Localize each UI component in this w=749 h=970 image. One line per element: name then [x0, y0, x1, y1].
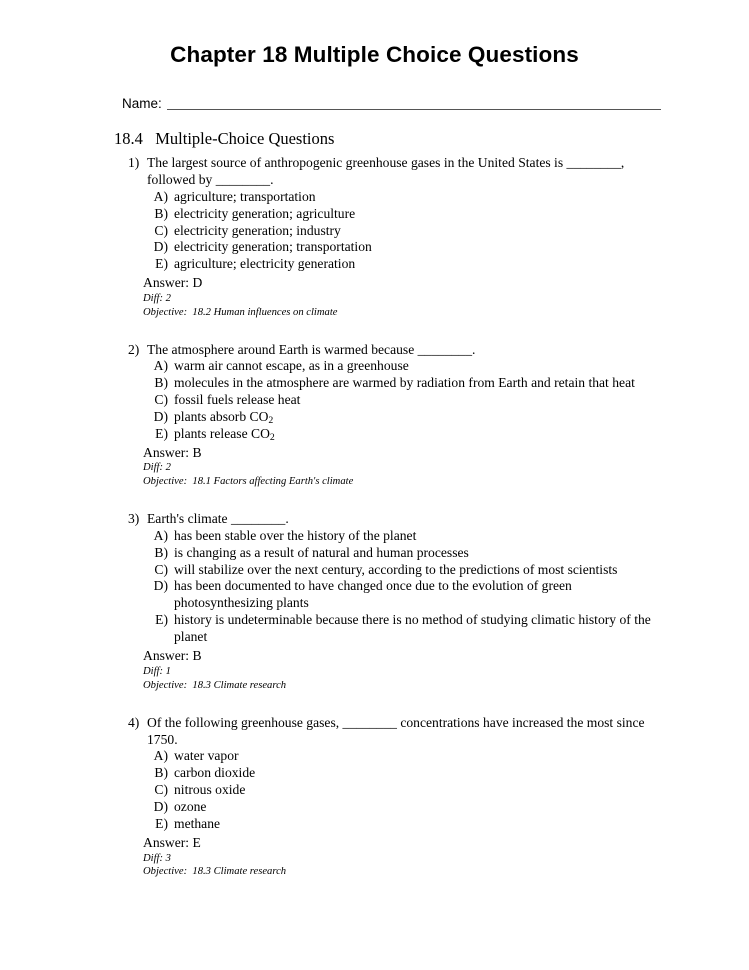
- answer-value: E: [192, 834, 201, 850]
- question-number: 2): [128, 341, 140, 357]
- question-number: 4): [128, 714, 140, 730]
- answer-label: Answer:: [143, 444, 193, 460]
- option-item[interactable]: [128, 748, 654, 765]
- answer-label: Answer:: [143, 834, 193, 850]
- answer-line: [128, 647, 654, 665]
- objective-value: 18.1 Factors affecting Earth's climate: [192, 476, 354, 488]
- option-letter: D): [153, 408, 168, 424]
- option-text: agriculture; electricity generation: [174, 256, 356, 272]
- answer-value: D: [192, 275, 203, 291]
- answer-line: [128, 444, 654, 462]
- objective-value: 18.3 Climate research: [192, 679, 287, 691]
- option-item[interactable]: [128, 816, 654, 833]
- option-text: electricity generation; transportation: [174, 239, 372, 255]
- answer-value: B: [192, 648, 202, 664]
- difficulty-label: Diff:: [143, 665, 166, 677]
- name-field-row: [0, 97, 749, 112]
- option-text: electricity generation; agriculture: [174, 205, 356, 221]
- option-subscript: 2: [269, 432, 275, 444]
- question-stem-text: Of the following greenhouse gases, ________ concentrations have increased the most since 1750.: [147, 714, 645, 747]
- name-write-in-line[interactable]: [167, 109, 661, 110]
- option-letter: D): [153, 578, 168, 594]
- option-letter: B): [154, 205, 168, 221]
- option-item[interactable]: [128, 223, 654, 240]
- objective-label: Objective:: [143, 679, 193, 691]
- option-letter: C): [154, 561, 168, 577]
- question-stem: [128, 154, 654, 189]
- option-text: will stabilize over the next century, according to the predictions of most scientists: [174, 561, 618, 577]
- option-item[interactable]: [128, 765, 654, 782]
- question-block: [0, 341, 749, 489]
- option-item[interactable]: [128, 358, 654, 375]
- difficulty-line: [128, 852, 654, 866]
- option-item[interactable]: [128, 239, 654, 256]
- option-item[interactable]: [128, 545, 654, 562]
- question-stem: [128, 714, 654, 749]
- page-title: Chapter 18 Multiple Choice Questions: [170, 42, 579, 67]
- option-text: nitrous oxide: [174, 782, 246, 798]
- difficulty-value: 3: [165, 852, 171, 864]
- question-stem: [128, 341, 654, 358]
- difficulty-value: 1: [165, 665, 171, 677]
- question-block: [0, 714, 749, 880]
- option-item[interactable]: [128, 426, 654, 443]
- option-text: carbon dioxide: [174, 765, 256, 781]
- answer-value: B: [192, 444, 202, 460]
- objective-line: [128, 475, 654, 489]
- section-heading: 18.4 Multiple-Choice Questions: [114, 128, 335, 148]
- option-subscript: 2: [268, 415, 274, 427]
- option-letter: A): [153, 748, 168, 764]
- question-stem-text: The largest source of anthropogenic greenhouse gases in the United States is ________, followed by ________.: [147, 155, 625, 188]
- option-letter: B): [154, 544, 168, 560]
- option-letter: C): [154, 782, 168, 798]
- objective-label: Objective:: [143, 476, 193, 488]
- option-item[interactable]: [128, 189, 654, 206]
- option-text: warm air cannot escape, as in a greenhouse: [174, 358, 409, 374]
- answer-line: [128, 834, 654, 852]
- option-item[interactable]: [128, 206, 654, 223]
- difficulty-label: Diff:: [143, 852, 166, 864]
- option-letter: B): [154, 765, 168, 781]
- objective-label: Objective:: [143, 306, 193, 318]
- objective-label: Objective:: [143, 866, 193, 878]
- option-text: electricity generation; industry: [174, 222, 341, 238]
- question-stem-text: The atmosphere around Earth is warmed because ________.: [147, 341, 476, 357]
- option-text: plants release CO: [174, 425, 270, 441]
- option-letter: C): [154, 222, 168, 238]
- option-text: fossil fuels release heat: [174, 392, 301, 408]
- answer-line: [128, 274, 654, 292]
- option-letter: D): [153, 798, 168, 814]
- option-text: history is undeterminable because there is no method of studying climatic history of the planet: [174, 612, 651, 645]
- option-letter: B): [154, 375, 168, 391]
- option-item[interactable]: [128, 578, 654, 612]
- option-list: [128, 189, 654, 274]
- option-letter: E): [155, 256, 168, 272]
- option-list: [128, 358, 654, 443]
- objective-line: [128, 306, 654, 320]
- option-list: [128, 528, 654, 646]
- option-text: water vapor: [174, 748, 239, 764]
- option-text: has been stable over the history of the planet: [174, 527, 417, 543]
- option-letter: E): [155, 612, 168, 628]
- question-number: 3): [128, 511, 140, 527]
- difficulty-value: 2: [165, 462, 171, 474]
- option-item[interactable]: [128, 409, 654, 426]
- option-text: plants absorb CO: [174, 408, 269, 424]
- option-item[interactable]: [128, 392, 654, 409]
- option-letter: C): [154, 392, 168, 408]
- option-item[interactable]: [128, 528, 654, 545]
- option-text: agriculture; transportation: [174, 188, 316, 204]
- answer-label: Answer:: [143, 648, 193, 664]
- objective-line: [128, 865, 654, 879]
- difficulty-line: [128, 461, 654, 475]
- option-text: has been documented to have changed once due to the evolution of green photosynthesizing plants: [174, 578, 572, 611]
- option-letter: A): [153, 527, 168, 543]
- option-item[interactable]: [128, 782, 654, 799]
- question-number: 1): [128, 155, 140, 171]
- option-letter: A): [153, 188, 168, 204]
- answer-label: Answer:: [143, 275, 193, 291]
- difficulty-value: 2: [165, 293, 171, 304]
- question-stem-text: Earth's climate ________.: [147, 511, 289, 527]
- objective-value: 18.2 Human influences on climate: [192, 306, 338, 318]
- option-item[interactable]: [128, 375, 654, 392]
- option-text: molecules in the atmosphere are warmed by radiation from Earth and retain that heat: [174, 375, 635, 391]
- difficulty-line: [128, 665, 654, 679]
- difficulty-label: Diff:: [143, 462, 166, 474]
- option-text: is changing as a result of natural and human processes: [174, 544, 469, 560]
- option-letter: D): [153, 239, 168, 255]
- question-block: [0, 510, 749, 692]
- option-item[interactable]: [128, 612, 654, 646]
- name-label: Name:: [122, 95, 162, 111]
- option-letter: E): [155, 815, 168, 831]
- question-block: [0, 154, 749, 320]
- option-list: [128, 748, 654, 833]
- option-text: ozone: [174, 798, 207, 814]
- option-item[interactable]: [128, 799, 654, 816]
- difficulty-label: Diff:: [143, 293, 166, 304]
- question-stem: [128, 510, 654, 527]
- option-item[interactable]: [128, 256, 654, 273]
- option-letter: A): [153, 358, 168, 374]
- option-letter: E): [155, 425, 168, 441]
- objective-line: [128, 679, 654, 693]
- difficulty-line: [128, 292, 654, 306]
- objective-value: 18.3 Climate research: [192, 866, 287, 878]
- option-text: methane: [174, 815, 221, 831]
- question-list: [0, 154, 749, 879]
- option-item[interactable]: [128, 562, 654, 579]
